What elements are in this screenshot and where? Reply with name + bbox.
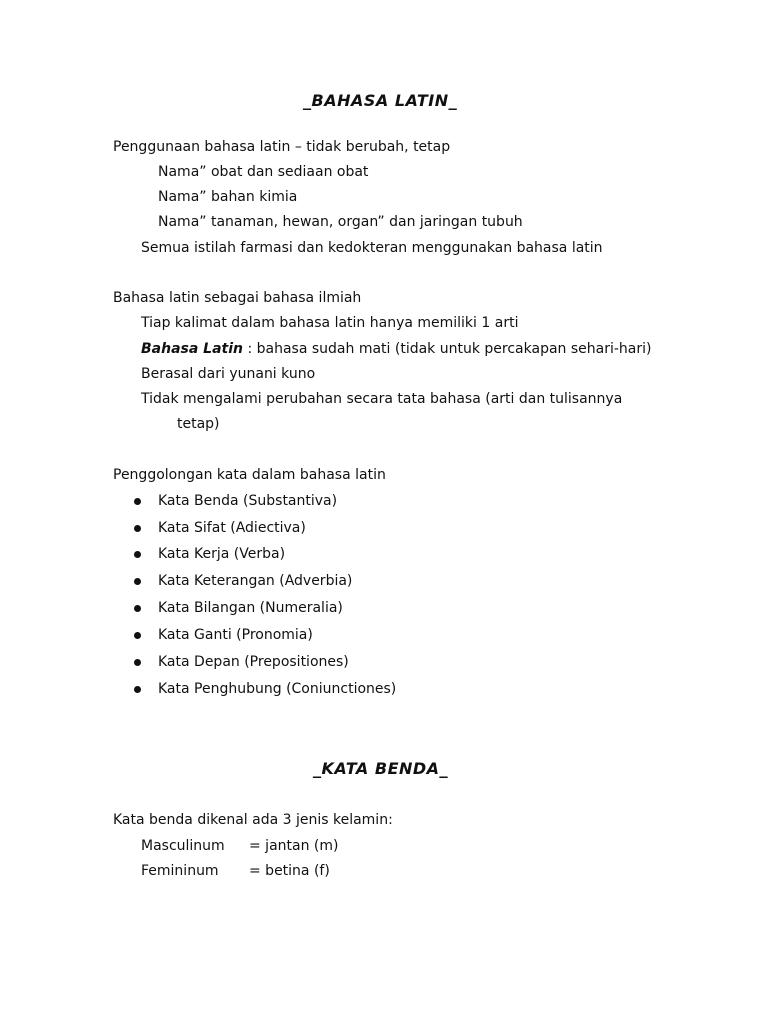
bullet-icon: [134, 498, 141, 505]
gender-term: Masculinum: [141, 838, 225, 854]
use-item: Nama” obat dan sediaan obat: [158, 164, 369, 180]
gender-meaning: = jantan (m): [249, 838, 339, 854]
origin-line: Berasal dari yunani kuno: [141, 366, 316, 382]
section-title-bahasa-latin: _BAHASA LATIN_: [303, 91, 458, 110]
definition-term: Bahasa Latin: [141, 341, 244, 357]
section-title-kata-benda: _KATA BENDA_: [313, 759, 449, 778]
list-item: Kata Penghubung (Coniunctiones): [158, 681, 397, 697]
gender-term: Femininum: [141, 863, 219, 879]
summary-line: Semua istilah farmasi dan kedokteran menggunakan bahasa latin: [141, 240, 603, 256]
intro-line: Penggunaan bahasa latin – tidak berubah, tetap: [113, 139, 451, 155]
definition-line: [141, 342, 651, 356]
list-item: Kata Bilangan (Numeralia): [158, 600, 343, 616]
list-item: Kata Benda (Substantiva): [158, 493, 338, 509]
bullet-icon: [134, 686, 141, 693]
use-item: Nama” bahan kimia: [158, 189, 298, 205]
list-item: Kata Ganti (Pronomia): [158, 627, 313, 643]
list-item: Kata Sifat (Adiectiva): [158, 520, 306, 536]
list-item: Kata Kerja (Verba): [158, 546, 286, 562]
unchanged-line: Tidak mengalami perubahan secara tata bahasa (arti dan tulisannya: [141, 391, 623, 407]
list-item: Kata Depan (Prepositiones): [158, 654, 349, 670]
classes-heading: Penggolongan kata dalam bahasa latin: [113, 467, 386, 483]
gender-meaning: = betina (f): [249, 863, 330, 879]
kata-benda-intro: Kata benda dikenal ada 3 jenis kelamin:: [113, 812, 393, 828]
bullet-icon: [134, 659, 141, 666]
definition-text: : bahasa sudah mati (tidak untuk percakapan sehari-hari): [243, 341, 652, 357]
list-item: Kata Keterangan (Adverbia): [158, 573, 353, 589]
ilmiah-heading: Bahasa latin sebagai bahasa ilmiah: [113, 290, 362, 306]
bullet-icon: [134, 632, 141, 639]
use-item: Nama” tanaman, hewan, organ” dan jaringan tubuh: [158, 214, 523, 230]
bullet-icon: [134, 551, 141, 558]
bullet-icon: [134, 525, 141, 532]
bullet-icon: [134, 605, 141, 612]
bullet-icon: [134, 578, 141, 585]
ilmiah-point: Tiap kalimat dalam bahasa latin hanya memiliki 1 arti: [141, 315, 519, 331]
unchanged-line-continued: tetap): [177, 416, 220, 432]
